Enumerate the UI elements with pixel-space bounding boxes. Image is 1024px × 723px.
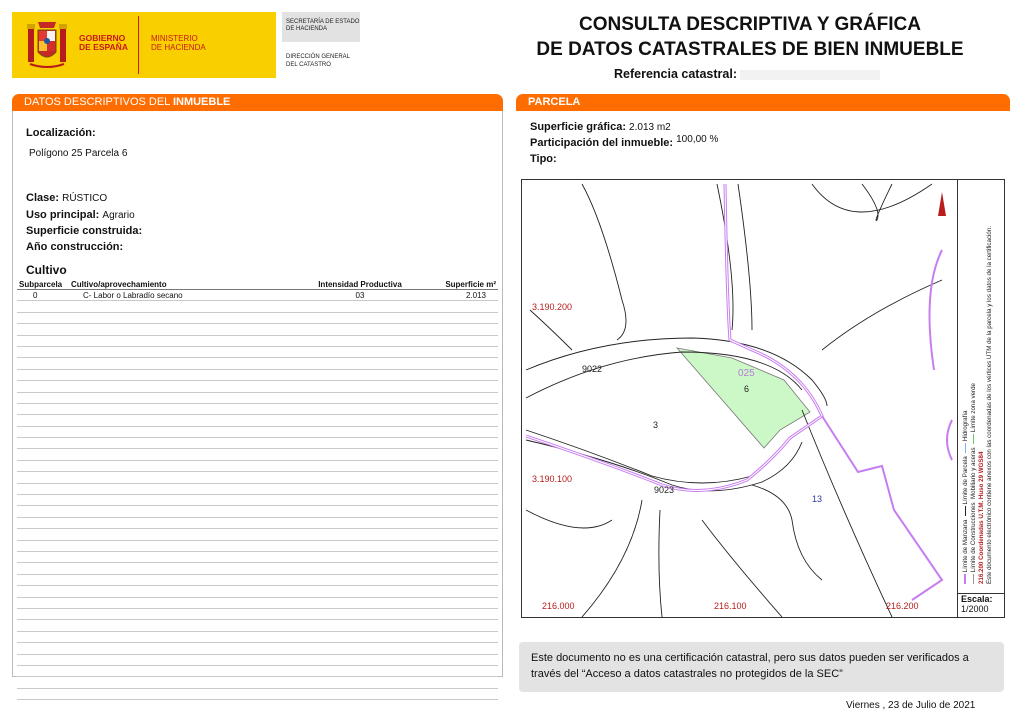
table-cell-empty [69, 574, 303, 585]
sup-grafica-row [530, 121, 671, 133]
table-cell-empty [417, 358, 498, 369]
table-cell-empty [17, 563, 69, 574]
escala-value: 1/2000 [961, 604, 989, 614]
parcel-label-3: 3 [653, 420, 659, 430]
table-row-empty [17, 643, 498, 654]
table-cell-empty [303, 335, 417, 346]
table-cell-empty [69, 654, 303, 665]
table-cell-empty [303, 574, 417, 585]
table-row-empty [17, 312, 498, 323]
table-row [17, 290, 498, 301]
table-cell-empty [69, 358, 303, 369]
direccion-line2: DEL CATASTRO [286, 62, 331, 68]
table-cell-empty [417, 324, 498, 335]
table-cell-empty [417, 597, 498, 608]
gobierno-line1: GOBIERNO [79, 33, 126, 43]
table-cell-empty [17, 631, 69, 642]
table-cell-empty [17, 665, 69, 676]
referencia-value-redacted [740, 70, 880, 80]
grid-label-y2: 3.190.100 [532, 474, 573, 484]
poligono-boundary [526, 184, 822, 490]
cultivo-title: Cultivo [26, 263, 67, 277]
parcel-label-13: 13 [812, 494, 823, 504]
table-cell-empty [17, 677, 69, 688]
table-row-empty [17, 495, 498, 506]
table-cell-empty [417, 574, 498, 585]
participacion-value: 100,00 % [676, 134, 719, 145]
parcela-header: PARCELA [516, 94, 1010, 111]
table-cell-empty [417, 312, 498, 323]
table-cell-empty [17, 529, 69, 540]
secretaria-box [282, 12, 360, 42]
table-row-empty [17, 574, 498, 585]
legend-item-hidrografia: Hidrografía [962, 410, 969, 442]
datos-descriptivos-header [12, 94, 503, 111]
cell-cultivo: C- Labor o Labradío secano [69, 290, 303, 301]
table-cell-empty [17, 483, 69, 494]
table-cell-empty [17, 358, 69, 369]
table-cell-empty [17, 426, 69, 437]
table-row-empty [17, 369, 498, 380]
table-cell-empty [417, 301, 498, 312]
table-cell-empty [17, 597, 69, 608]
table-cell-empty [69, 631, 303, 642]
anio-construccion-label: Año construcción: [26, 241, 124, 253]
table-cell-empty [303, 438, 417, 449]
legend-item-mobiliario: Mobiliario y aceras [970, 447, 977, 499]
table-cell-empty [303, 506, 417, 517]
grid-label-x2: 216.100 [714, 601, 747, 611]
table-cell-empty [17, 449, 69, 460]
table-cell-empty [303, 324, 417, 335]
table-cell-empty [303, 369, 417, 380]
table-cell-empty [417, 517, 498, 528]
legend-item-parcela: Límite de Parcela [962, 456, 969, 505]
table-cell-empty [69, 449, 303, 460]
table-row-empty [17, 677, 498, 688]
table-cell-empty [69, 426, 303, 437]
parcel-line [659, 510, 662, 617]
poligono-boundary-north [930, 250, 943, 370]
table-cell-empty [303, 449, 417, 460]
table-cell-empty [417, 335, 498, 346]
cultivo-table-header [17, 279, 498, 290]
legend-swatch-hidro [965, 443, 966, 453]
table-cell-empty [303, 415, 417, 426]
table-cell-empty [303, 495, 417, 506]
table-cell-empty [303, 563, 417, 574]
clase-label: Clase: [26, 192, 60, 204]
sup-grafica-label: Superficie gráfica: [530, 121, 626, 133]
table-row-empty [17, 620, 498, 631]
north-arrow-icon [938, 192, 946, 216]
table-cell-empty [303, 688, 417, 699]
title-line2: DE DATOS CATASTRALES DE BIEN INMUEBLE [536, 39, 964, 60]
parcel-line [582, 500, 642, 617]
table-cell-empty [69, 677, 303, 688]
table-cell-empty [69, 529, 303, 540]
participacion-label: Participación del inmueble: [530, 137, 674, 149]
direccion-line1: DIRECCIÓN GENERAL [286, 54, 351, 60]
uso-label: Uso principal: [26, 209, 100, 221]
table-cell-empty [417, 495, 498, 506]
clase-value: RÚSTICO [62, 193, 108, 204]
table-cell-empty [417, 620, 498, 631]
map-scale [957, 593, 1004, 618]
table-cell-empty [17, 586, 69, 597]
table-row-empty [17, 563, 498, 574]
table-cell-empty [303, 654, 417, 665]
table-cell-empty [303, 643, 417, 654]
table-row-empty [17, 551, 498, 562]
section-prefix: DATOS DESCRIPTIVOS DEL [24, 96, 173, 108]
table-cell-empty [17, 369, 69, 380]
table-cell-empty [69, 506, 303, 517]
legend-item-manzana: Límite de Manzana [962, 519, 969, 573]
ministerio-line2: DE HACIENDA [151, 43, 206, 52]
legend-row-1 [962, 184, 970, 584]
legend-rotated [962, 184, 994, 584]
parcel-line [862, 184, 892, 221]
legend-swatch-verde [973, 434, 974, 444]
table-cell-empty [303, 665, 417, 676]
table-row-empty [17, 540, 498, 551]
table-cell-empty [69, 563, 303, 574]
table-cell-empty [417, 631, 498, 642]
table-row-empty [17, 335, 498, 346]
table-row-empty [17, 597, 498, 608]
grid-label-x1: 216.000 [542, 601, 575, 611]
table-cell-empty [303, 540, 417, 551]
col-cultivo: Cultivo/aprovechamiento [69, 279, 303, 290]
table-row-empty [17, 381, 498, 392]
page-title [515, 12, 985, 62]
table-cell-empty [69, 551, 303, 562]
table-cell-empty [417, 563, 498, 574]
parcel-map-drawing [522, 180, 958, 617]
table-cell-empty [303, 597, 417, 608]
localizacion-label: Localización: [26, 127, 96, 139]
table-cell-empty [417, 688, 498, 699]
table-cell-empty [417, 586, 498, 597]
table-cell-empty [69, 483, 303, 494]
table-cell-empty [17, 495, 69, 506]
table-cell-empty [417, 529, 498, 540]
table-row-empty [17, 586, 498, 597]
table-cell-empty [17, 381, 69, 392]
secretaria-line1: SECRETARÍA DE ESTADO [286, 19, 360, 25]
parcel-label-6: 6 [744, 384, 750, 394]
table-cell-empty [303, 426, 417, 437]
table-row-empty [17, 324, 498, 335]
grid-label-x3: 216.200 [886, 601, 919, 611]
table-row-empty [17, 688, 498, 699]
table-cell-empty [17, 654, 69, 665]
table-cell-empty [69, 643, 303, 654]
col-subparcela: Subparcela [17, 279, 69, 290]
table-cell-empty [69, 346, 303, 357]
table-cell-empty [303, 472, 417, 483]
table-cell-empty [17, 392, 69, 403]
table-cell-empty [417, 369, 498, 380]
table-row-empty [17, 449, 498, 460]
title-line1: CONSULTA DESCRIPTIVA Y GRÁFICA [578, 14, 922, 35]
table-cell-empty [417, 643, 498, 654]
table-cell-empty [303, 358, 417, 369]
cultivo-table [17, 279, 498, 700]
parcel-line [530, 310, 572, 350]
table-cell-empty [17, 312, 69, 323]
superficie-construida-label: Superficie construida: [26, 225, 143, 237]
table-row-empty [17, 608, 498, 619]
road-label-9022: 9022 [582, 364, 603, 374]
parcel-map[interactable] [521, 179, 1005, 618]
table-cell-empty [417, 392, 498, 403]
table-cell-empty [303, 403, 417, 414]
table-cell-empty [303, 608, 417, 619]
table-cell-empty [69, 460, 303, 471]
legend-row-2 [970, 184, 978, 584]
table-cell-empty [17, 574, 69, 585]
table-cell-empty [417, 460, 498, 471]
referencia-label: Referencia catastral: [614, 67, 737, 81]
table-cell-empty [303, 381, 417, 392]
table-row-empty [17, 301, 498, 312]
escala-label: Escala: [961, 594, 993, 604]
table-row-empty [17, 654, 498, 665]
table-cell-empty [17, 438, 69, 449]
table-cell-empty [17, 335, 69, 346]
col-intensidad: Intensidad Productiva [303, 279, 417, 290]
poligono-boundary-edge [947, 420, 952, 460]
table-cell-empty [17, 643, 69, 654]
table-cell-empty [303, 460, 417, 471]
table-cell-empty [69, 472, 303, 483]
legend-swatch-construcciones [973, 574, 974, 584]
table-cell-empty [17, 460, 69, 471]
table-cell-empty [69, 403, 303, 414]
poligono-label: 025 [738, 368, 755, 379]
grid-label-y1: 3.190.200 [532, 302, 573, 312]
legend-swatch-parcela [965, 506, 966, 516]
table-cell-empty [69, 415, 303, 426]
table-cell-empty [69, 540, 303, 551]
table-row-empty [17, 665, 498, 676]
table-cell-empty [69, 381, 303, 392]
table-row-empty [17, 460, 498, 471]
table-cell-empty [303, 551, 417, 562]
table-cell-empty [303, 517, 417, 528]
clase-row [26, 192, 107, 204]
table-cell-empty [17, 688, 69, 699]
table-cell-empty [417, 381, 498, 392]
parcel-line [802, 410, 892, 617]
uso-row [26, 209, 135, 221]
map-legend [957, 180, 1004, 593]
table-cell-empty [69, 324, 303, 335]
table-cell-empty [17, 324, 69, 335]
table-cell-empty [417, 506, 498, 517]
table-cell-empty [417, 677, 498, 688]
table-row-empty [17, 438, 498, 449]
coat-of-arms-icon [22, 16, 72, 74]
table-cell-empty [69, 597, 303, 608]
table-row-empty [17, 506, 498, 517]
table-cell-empty [417, 346, 498, 357]
table-cell-empty [69, 335, 303, 346]
table-cell-empty [69, 688, 303, 699]
table-cell-empty [417, 415, 498, 426]
table-cell-empty [303, 677, 417, 688]
table-cell-empty [69, 665, 303, 676]
table-cell-empty [17, 301, 69, 312]
localizacion-value: Polígono 25 Parcela 6 [29, 148, 128, 159]
legend-item-construcciones: Límite de Construcciones [970, 502, 977, 573]
table-cell-empty [17, 620, 69, 631]
table-cell-empty [17, 540, 69, 551]
table-row-empty [17, 517, 498, 528]
table-cell-empty [303, 346, 417, 357]
table-row-empty [17, 483, 498, 494]
table-cell-empty [69, 392, 303, 403]
table-cell-empty [303, 483, 417, 494]
table-cell-empty [417, 665, 498, 676]
table-cell-empty [303, 631, 417, 642]
table-cell-empty [417, 426, 498, 437]
poligono-boundary-east [822, 416, 942, 600]
table-cell-empty [17, 551, 69, 562]
poligono-boundary-inner [526, 184, 822, 490]
table-cell-empty [417, 449, 498, 460]
parcel-line [582, 184, 626, 340]
table-cell-empty [417, 472, 498, 483]
table-cell-empty [303, 312, 417, 323]
table-row-empty [17, 358, 498, 369]
logo-divider [138, 16, 139, 74]
table-cell-empty [69, 369, 303, 380]
table-cell-empty [417, 483, 498, 494]
cell-superficie: 2.013 [417, 290, 498, 301]
table-row-empty [17, 392, 498, 403]
legend-swatch-manzana [964, 574, 966, 584]
table-row-empty [17, 346, 498, 357]
cell-intensidad: 03 [303, 290, 417, 301]
table-cell-empty [69, 517, 303, 528]
table-cell-empty [417, 654, 498, 665]
road-label-9023: 9023 [654, 485, 675, 495]
uso-value: Agrario [102, 210, 135, 221]
table-row-empty [17, 415, 498, 426]
table-cell-empty [417, 438, 498, 449]
col-superficie: Superficie m² [417, 279, 498, 290]
legend-item-verde: Límite zona verde [970, 383, 977, 433]
secretaria-line2: DE HACIENDA [286, 26, 328, 32]
legend-doc-note: Este documento electrónico contiene anexos con las coordenadas de los vértices UTM de la parcela y los datos de la certificación. [986, 225, 993, 584]
section-bold: INMUEBLE [172, 96, 231, 108]
path-line [738, 184, 752, 330]
participacion-row [530, 134, 719, 149]
table-cell-empty [17, 608, 69, 619]
legend-coords-note: 216.200 Coordenadas U.T.M. Huso 29 WGS84 [978, 451, 985, 584]
table-cell-empty [17, 346, 69, 357]
table-cell-empty [69, 586, 303, 597]
table-row-empty [17, 426, 498, 437]
verification-note: Este documento no es una certificación catastral, pero sus datos pueden ser verificados a través del “Acceso a datos catastrales no protegidos de la SEC” [519, 642, 1004, 692]
table-cell-empty [417, 551, 498, 562]
table-cell-empty [417, 540, 498, 551]
table-cell-empty [17, 517, 69, 528]
table-cell-empty [69, 438, 303, 449]
table-cell-empty [69, 620, 303, 631]
parcel-line [822, 280, 942, 350]
table-row-empty [17, 631, 498, 642]
table-cell-empty [303, 586, 417, 597]
table-cell-empty [303, 529, 417, 540]
table-cell-empty [303, 301, 417, 312]
table-cell-empty [69, 495, 303, 506]
table-cell-empty [417, 403, 498, 414]
document-date: Viernes , 23 de Julio de 2021 [846, 700, 976, 711]
table-cell-empty [303, 620, 417, 631]
cell-subparcela: 0 [17, 290, 69, 301]
sup-grafica-value: 2.013 m2 [629, 122, 671, 133]
table-cell-empty [69, 301, 303, 312]
table-cell-empty [69, 608, 303, 619]
table-cell-empty [303, 392, 417, 403]
table-cell-empty [17, 403, 69, 414]
government-logo-band [12, 12, 276, 78]
cultivo-table-body [17, 290, 498, 700]
gobierno-line2: DE ESPAÑA [79, 42, 128, 52]
table-cell-empty [69, 312, 303, 323]
tipo-label: Tipo: [530, 153, 557, 165]
table-row-empty [17, 472, 498, 483]
table-cell-empty [17, 472, 69, 483]
table-cell-empty [417, 608, 498, 619]
ministerio-line1: MINISTERIO [151, 34, 198, 43]
table-row-empty [17, 529, 498, 540]
table-cell-empty [17, 415, 69, 426]
table-cell-empty [17, 506, 69, 517]
parcel-line [526, 510, 612, 528]
table-row-empty [17, 403, 498, 414]
